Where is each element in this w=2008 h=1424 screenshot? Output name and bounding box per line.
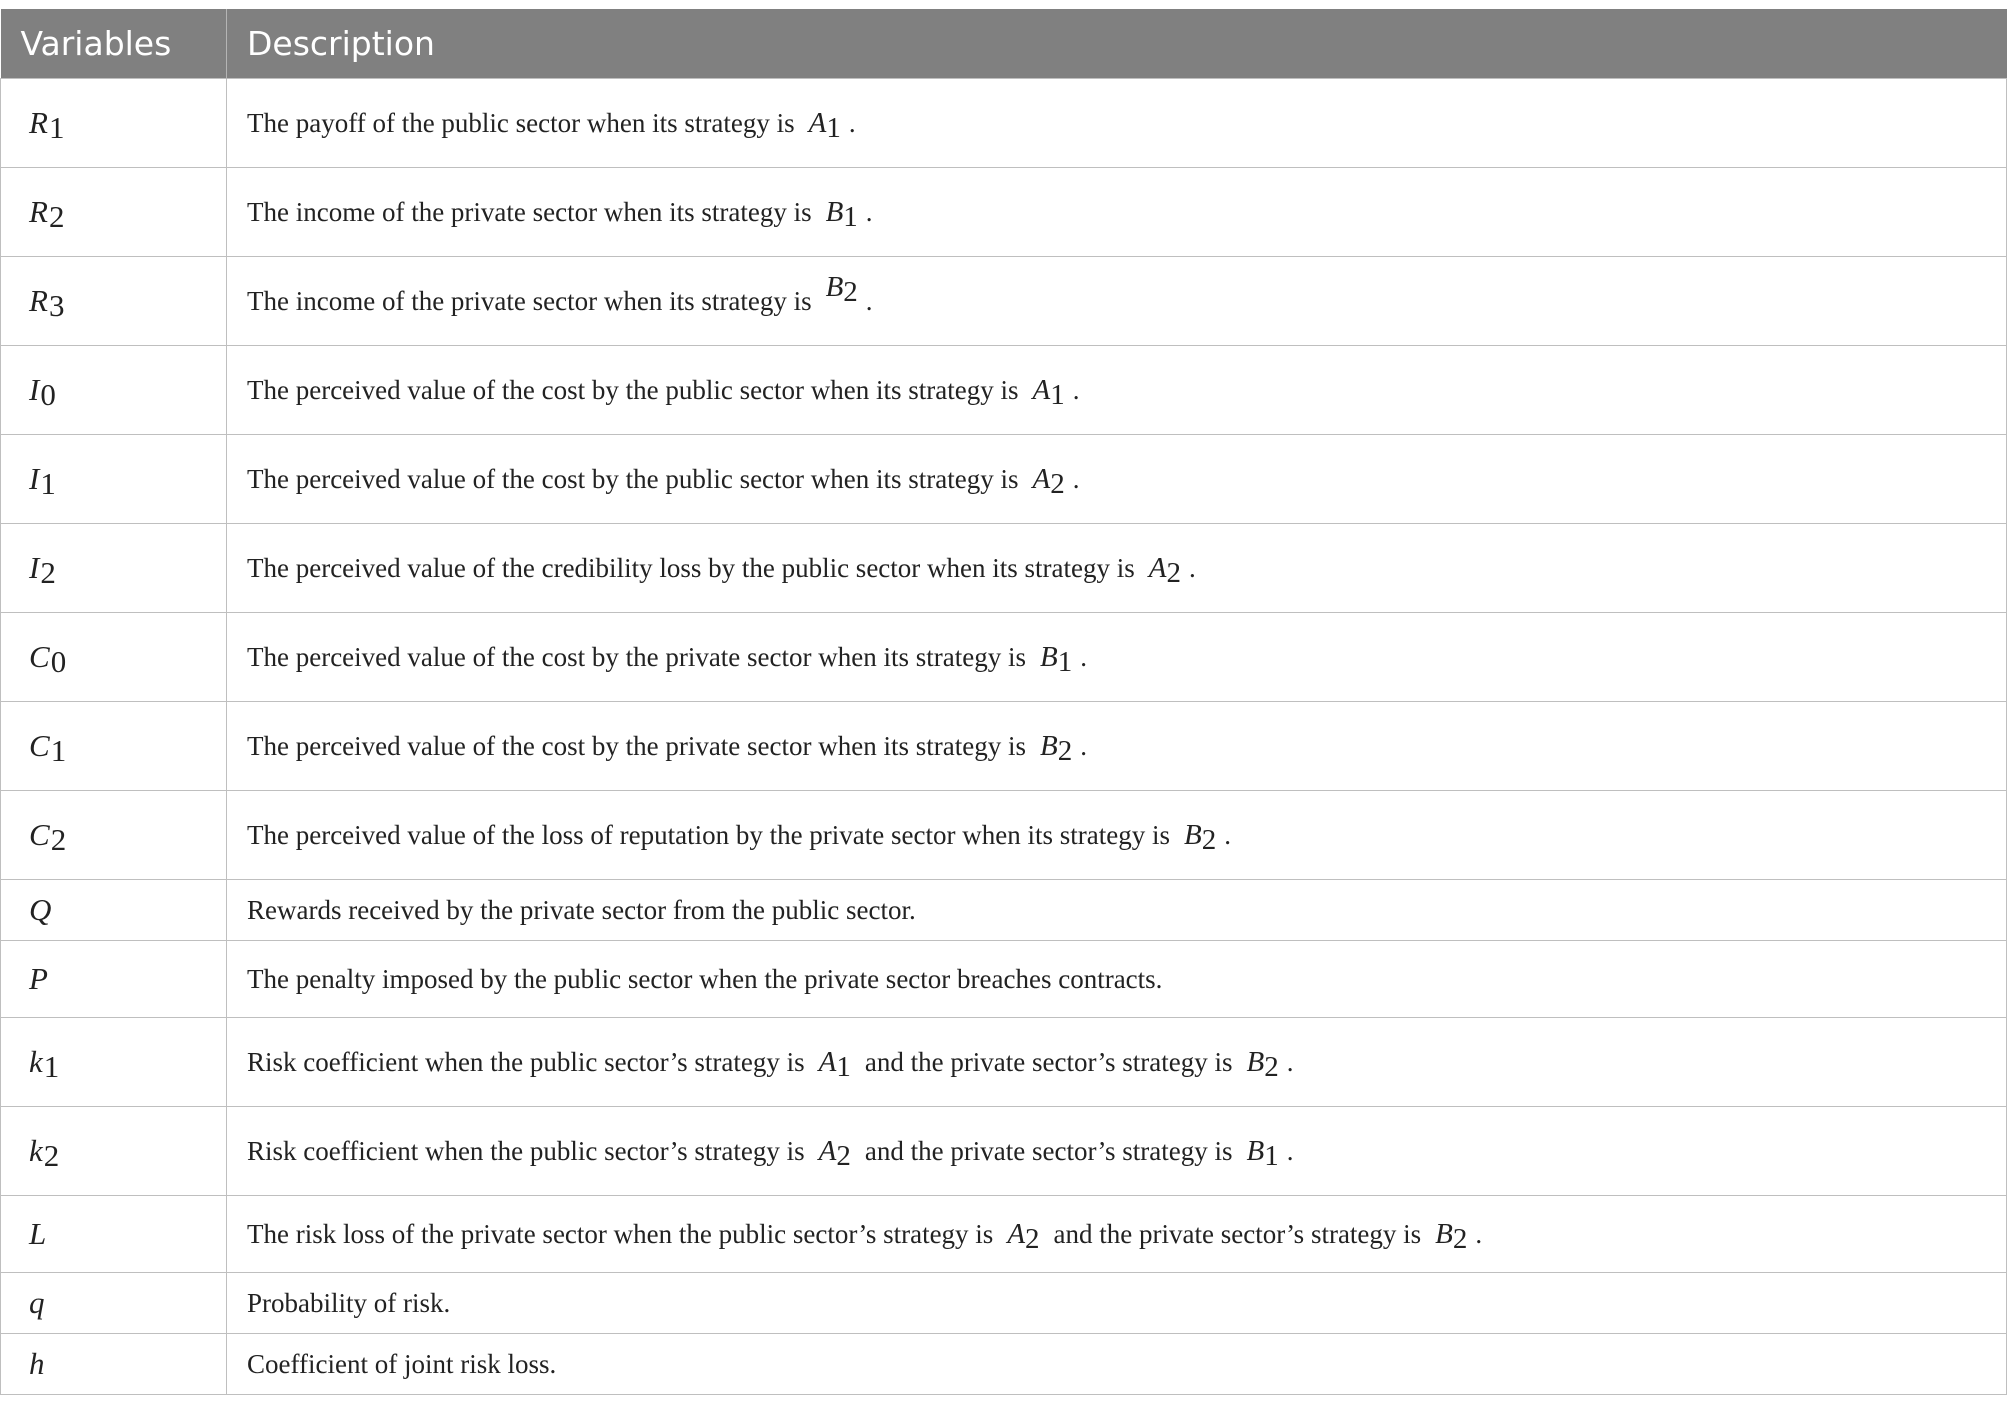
header-variables: Variables (1, 9, 227, 79)
variable-symbol: C (29, 639, 50, 674)
variable-subscript: 2 (48, 199, 65, 234)
table-row (1, 346, 2007, 435)
variable-subscript: 2 (40, 555, 56, 590)
variable-symbol: C (29, 817, 50, 852)
description-text: The perceived value of the loss of reputation by the private sector when its strategy is (247, 819, 1170, 850)
table-row (1, 613, 2007, 702)
table-row (1, 1334, 2007, 1395)
description-cell (227, 1196, 2007, 1273)
strategy-symbol: B1 (1246, 1134, 1279, 1172)
description-text: The perceived value of the cost by the public sector when its strategy is (247, 374, 1019, 405)
description-cell (227, 346, 2007, 435)
table-header-row (1, 9, 2007, 79)
variable-symbol: I (29, 550, 40, 585)
description-text: The income of the private sector when its strategy is (247, 196, 812, 227)
table-row (1, 1107, 2007, 1196)
description-end: . (1224, 819, 1231, 850)
variable-cell (1, 702, 227, 791)
variable-symbol: Q (29, 892, 52, 927)
table-row (1, 435, 2007, 524)
strategy-symbol: A2 (1032, 462, 1065, 500)
variable-cell (1, 1334, 227, 1395)
variable-cell (1, 1107, 227, 1196)
description-text: Risk coefficient when the public sector’s strategy is (247, 1135, 805, 1166)
description-cell (227, 79, 2007, 168)
variable-subscript: 1 (50, 733, 67, 768)
variable-cell (1, 613, 227, 702)
table-row (1, 1018, 2007, 1107)
description-cell (227, 613, 2007, 702)
variable-symbol: k (29, 1044, 43, 1079)
description-end: . (1286, 1046, 1294, 1077)
description-end: . (1080, 730, 1087, 761)
description-cell (227, 1334, 2007, 1395)
table-row (1, 1273, 2007, 1334)
description-text: The penalty imposed by the public sector when the private sector breaches contracts. (247, 963, 1163, 994)
description-text: The perceived value of the credibility loss by the public sector when its strategy is (247, 552, 1135, 583)
strategy-symbol: A2 (1148, 551, 1181, 589)
variable-symbol: C (29, 728, 50, 763)
description-text: The payoff of the public sector when its strategy is (247, 107, 795, 138)
description-middle: and the private sector’s strategy is (1053, 1218, 1422, 1249)
variable-subscript: 0 (40, 377, 56, 412)
variable-subscript: 1 (48, 110, 65, 145)
description-text: Probability of risk. (247, 1287, 451, 1318)
description-cell (227, 168, 2007, 257)
table-row (1, 168, 2007, 257)
variable-cell (1, 346, 227, 435)
description-text: Risk coefficient when the public sector’s strategy is (247, 1046, 805, 1077)
variable-cell (1, 941, 227, 1018)
description-text: Coefficient of joint risk loss. (247, 1348, 557, 1379)
variable-symbol: k (29, 1133, 43, 1168)
description-cell (227, 880, 2007, 941)
description-cell (227, 435, 2007, 524)
description-cell (227, 257, 2007, 346)
variable-cell (1, 524, 227, 613)
variable-cell (1, 1196, 227, 1273)
description-text: The perceived value of the cost by the private sector when its strategy is (247, 730, 1026, 761)
strategy-symbol: A2 (818, 1134, 851, 1172)
variable-subscript: 1 (40, 466, 56, 501)
table-row (1, 79, 2007, 168)
table-row (1, 702, 2007, 791)
variable-symbol: R (29, 105, 48, 140)
variable-cell (1, 1273, 227, 1334)
description-end: . (848, 107, 856, 138)
description-text: The perceived value of the cost by the private sector when its strategy is (247, 641, 1026, 672)
table-row (1, 791, 2007, 880)
strategy-symbol: B2 (1039, 729, 1073, 767)
variable-symbol: L (29, 1216, 47, 1251)
description-text: Rewards received by the private sector from the public sector. (247, 894, 916, 925)
variable-subscript: 2 (43, 1138, 60, 1173)
description-end: . (1286, 1135, 1294, 1166)
variable-symbol: q (29, 1285, 45, 1320)
variable-cell (1, 1018, 227, 1107)
variable-cell (1, 435, 227, 524)
description-end: . (1072, 463, 1080, 494)
description-end: . (1475, 1218, 1483, 1249)
variable-symbol: R (29, 194, 48, 229)
description-text: The income of the private sector when its strategy is (247, 285, 812, 316)
description-end: . (1072, 374, 1080, 405)
description-cell (227, 1273, 2007, 1334)
strategy-symbol: A1 (808, 106, 841, 144)
variables-table (0, 9, 2007, 1395)
strategy-symbol: B2 (825, 270, 858, 308)
table-row (1, 257, 2007, 346)
strategy-symbol: A1 (818, 1045, 851, 1083)
variable-cell (1, 791, 227, 880)
variable-symbol: I (29, 461, 40, 496)
variable-subscript: 1 (43, 1049, 60, 1084)
strategy-symbol: A2 (1007, 1217, 1040, 1255)
variable-cell (1, 168, 227, 257)
table-row (1, 1196, 2007, 1273)
description-end: . (1080, 641, 1087, 672)
variable-subscript: 2 (50, 822, 67, 857)
description-cell (227, 702, 2007, 791)
variable-cell (1, 79, 227, 168)
description-middle: and the private sector’s strategy is (864, 1135, 1233, 1166)
description-end: . (1188, 552, 1196, 583)
variable-subscript: 0 (50, 644, 67, 679)
description-text: The perceived value of the cost by the public sector when its strategy is (247, 463, 1019, 494)
strategy-symbol: B2 (1246, 1045, 1279, 1083)
variable-symbol: P (29, 961, 48, 996)
strategy-symbol: B2 (1183, 818, 1217, 856)
variables-table-container (0, 9, 2006, 1395)
description-cell (227, 524, 2007, 613)
variable-cell (1, 257, 227, 346)
variable-symbol: R (29, 283, 48, 318)
strategy-symbol: B1 (825, 195, 858, 233)
strategy-symbol: A1 (1032, 373, 1065, 411)
header-description: Description (227, 9, 2007, 79)
description-cell (227, 791, 2007, 880)
table-row (1, 941, 2007, 1018)
description-cell (227, 941, 2007, 1018)
description-text: The risk loss of the private sector when the public sector’s strategy is (247, 1218, 994, 1249)
description-cell (227, 1018, 2007, 1107)
description-middle: and the private sector’s strategy is (864, 1046, 1233, 1077)
description-end: . (865, 196, 873, 227)
strategy-symbol: B1 (1039, 640, 1073, 678)
table-row (1, 524, 2007, 613)
description-cell (227, 1107, 2007, 1196)
variable-symbol: h (29, 1346, 45, 1381)
table-row (1, 880, 2007, 941)
variable-symbol: I (29, 372, 40, 407)
variable-cell (1, 880, 227, 941)
strategy-symbol: B2 (1435, 1217, 1468, 1255)
variable-subscript: 3 (48, 288, 65, 323)
description-end: . (865, 285, 873, 316)
